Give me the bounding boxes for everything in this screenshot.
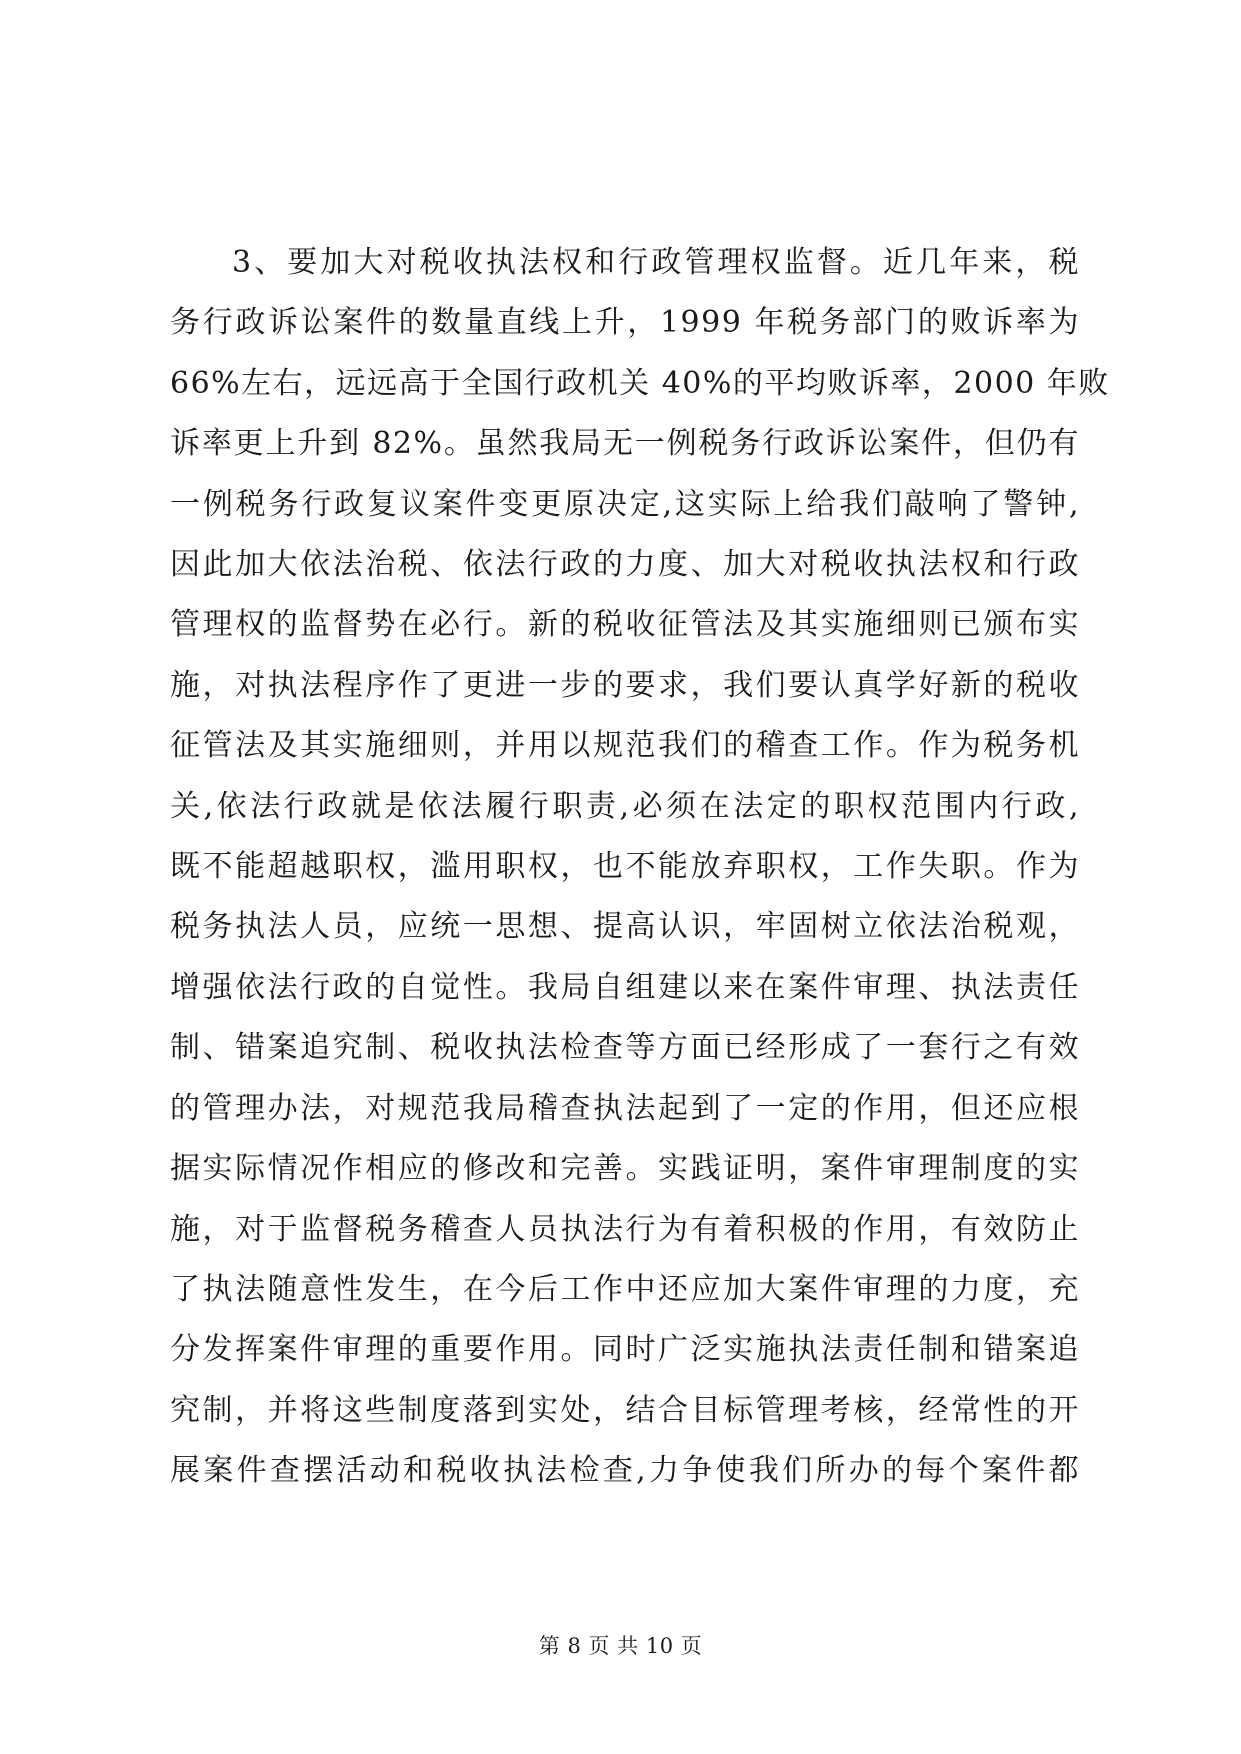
paragraph-line: 务行政诉讼案件的数量直线上升，1999 年税务部门的败诉率为 [170, 305, 1080, 341]
page-number-footer: 第 8 页 共 10 页 [538, 1634, 703, 1658]
paragraph-line: 因此加大依法治税、依法行政的力度、加大对税收执法权和行政 [170, 547, 1080, 583]
paragraph-line: 了执法随意性发生，在今后工作中还应加大案件审理的力度，充 [170, 1271, 1080, 1307]
paragraph-line: 展案件查摆活动和税收执法检查,力争使我们所办的每个案件都 [170, 1453, 1080, 1489]
paragraph-line: 3、要加大对税收执法权和行政管理权监督。近几年来，税 [232, 245, 1080, 280]
paragraph-line: 据实际情况作相应的修改和完善。实践证明，案件审理制度的实 [170, 1151, 1080, 1187]
paragraph-line: 诉率更上升到 82%。虽然我局无一例税务行政诉讼案件，但仍有 [170, 426, 1080, 462]
paragraph-line: 分发挥案件审理的重要作用。同时广泛实施执法责任制和错案追 [170, 1332, 1080, 1368]
paragraph-line: 一例税务行政复议案件变更原决定,这实际上给我们敲响了警钟, [170, 486, 1080, 522]
paragraph-line: 征管法及其实施细则，并用以规范我们的稽查工作。作为税务机 [170, 728, 1080, 764]
paragraph-line: 施，对于监督税务稽查人员执法行为有着积极的作用，有效防止 [170, 1211, 1080, 1247]
paragraph-line: 66%左右，远远高于全国行政机关 40%的平均败诉率，2000 年败 [170, 365, 1110, 401]
paragraph-line: 制、错案追究制、税收执法检查等方面已经形成了一套行之有效 [170, 1030, 1080, 1066]
paragraph-line: 的管理办法，对规范我局稽查执法起到了一定的作用，但还应根 [170, 1090, 1080, 1126]
paragraph-line: 关,依法行政就是依法履行职责,必须在法定的职权范围内行政, [170, 788, 1080, 824]
paragraph-line: 施，对执法程序作了更进一步的要求，我们要认真学好新的税收 [170, 667, 1080, 703]
paragraph-line: 税务执法人员，应统一思想、提高认识，牢固树立依法治税观， [170, 909, 1080, 945]
paragraph-line: 增强依法行政的自觉性。我局自组建以来在案件审理、执法责任 [170, 969, 1080, 1005]
paragraph-line: 管理权的监督势在必行。新的税收征管法及其实施细则已颁布实 [170, 607, 1080, 643]
paragraph-line: 究制，并将这些制度落到实处，结合目标管理考核，经常性的开 [170, 1392, 1080, 1428]
paragraph-line: 既不能超越职权，滥用职权，也不能放弃职权，工作失职。作为 [170, 849, 1080, 885]
body-paragraph [170, 233, 1110, 1502]
